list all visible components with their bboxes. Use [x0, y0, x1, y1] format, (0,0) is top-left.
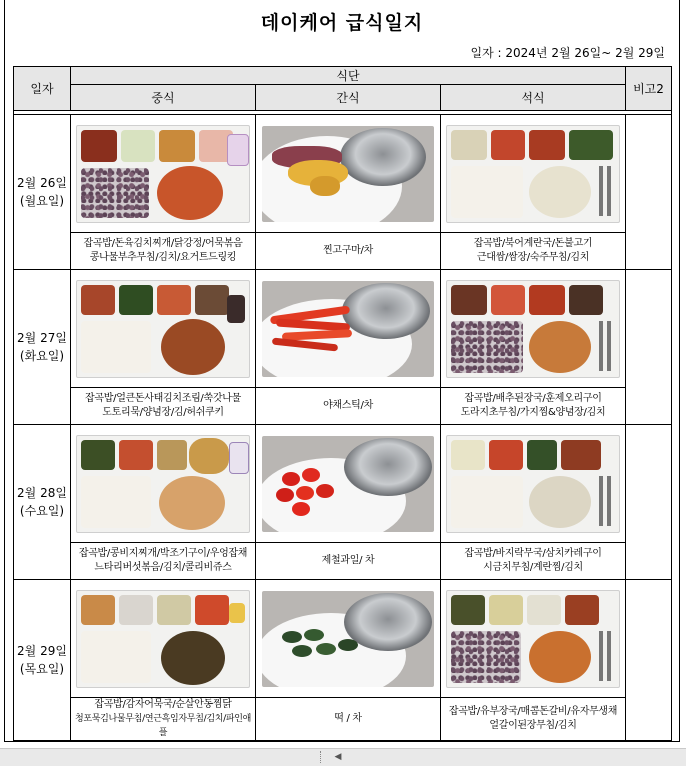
- lunch-photo-cell: [71, 270, 256, 388]
- header-snack: 간식: [256, 85, 441, 111]
- snack-plate-photo: [262, 436, 434, 532]
- lunch-photo-cell: [71, 115, 256, 233]
- dinner-photo-cell: [441, 270, 626, 388]
- note-cell: [626, 425, 672, 580]
- snack-plate-photo: [262, 591, 434, 687]
- menu-line: 잡곡밥/감자어묵국/순살안동찜닭: [94, 699, 232, 710]
- day-date: 2월 27일: [17, 331, 67, 345]
- day-date: 2월 28일: [17, 486, 67, 500]
- menu-line: 찐고구마/차: [323, 245, 373, 256]
- day-cell: [14, 115, 71, 270]
- snack-photo-cell: [256, 580, 441, 698]
- lunch-menu: [71, 233, 256, 270]
- lunch-menu: [71, 543, 256, 580]
- menu-line: 잡곡밥/유부장국/매콤돈갈비/유자무생채: [448, 706, 618, 717]
- note-cell: [626, 115, 672, 270]
- menu-line: 잡곡밥/바지락무국/삼치카레구이: [464, 548, 602, 559]
- dinner-menu: [441, 233, 626, 270]
- note-cell: [626, 580, 672, 741]
- table-row: [14, 270, 672, 388]
- snack-photo-cell: [256, 115, 441, 233]
- snack-menu: [256, 543, 441, 580]
- menu-line: 잡곡밥/배추된장국/훈제오리구이: [464, 393, 602, 404]
- lunch-tray-photo: [76, 125, 250, 223]
- lunch-photo-cell: [71, 425, 256, 543]
- day-weekday: (수요일): [19, 504, 65, 518]
- scroll-left-icon[interactable]: ◀: [334, 752, 342, 762]
- scroll-divider: [320, 751, 323, 763]
- day-cell: [14, 580, 71, 741]
- snack-photo-cell: [256, 425, 441, 543]
- date-range: 일자 : 2024년 2월 26일~ 2월 29일: [470, 46, 665, 60]
- dinner-menu: [441, 698, 626, 741]
- day-weekday: (화요일): [19, 349, 65, 363]
- header-note: 비고2: [626, 67, 672, 111]
- snack-menu: [256, 698, 441, 741]
- table-row: [14, 580, 672, 698]
- table-row: [14, 115, 672, 233]
- menu-line: 떡 / 차: [334, 713, 362, 724]
- dinner-photo-cell: [441, 425, 626, 543]
- dinner-tray-photo: [446, 125, 620, 223]
- menu-line: 근대쌈/쌈장/숙주무침/김치: [476, 252, 590, 263]
- snack-menu: [256, 233, 441, 270]
- menu-line: 잡곡밥/돈육김치찌개/닭강정/어묵볶음: [83, 238, 243, 249]
- day-date: 2월 29일: [17, 644, 67, 658]
- header-date: 일자: [14, 67, 71, 111]
- snack-plate-photo: [262, 281, 434, 377]
- day-cell: [14, 270, 71, 425]
- snack-plate-photo: [262, 126, 434, 222]
- header-meal: 식단: [71, 67, 626, 85]
- meal-log-document: [4, 0, 680, 742]
- lunch-menu: [71, 388, 256, 425]
- day-weekday: (목요일): [19, 662, 65, 676]
- menu-line: 야채스틱/차: [323, 400, 373, 411]
- table-row: [14, 425, 672, 543]
- horizontal-scrollbar[interactable]: [0, 748, 686, 766]
- snack-photo-cell: [256, 270, 441, 388]
- menu-line: 제철과일/ 차: [321, 555, 375, 566]
- menu-line: 콩나물부추무침/김치/요거트드링킹: [89, 252, 237, 263]
- lunch-tray-photo: [76, 280, 250, 378]
- dinner-tray-photo: [446, 280, 620, 378]
- lunch-photo-cell: [71, 580, 256, 698]
- menu-line: 잡곡밥/얼큰돈사태김치조림/쑥갓나물: [85, 393, 241, 404]
- lunch-tray-photo: [76, 590, 250, 688]
- dinner-menu: [441, 543, 626, 580]
- header-dinner: 석식: [441, 85, 626, 111]
- snack-menu: [256, 388, 441, 425]
- menu-line: 도토리묵/양념장/김/허쉬쿠키: [102, 407, 224, 418]
- day-weekday: (월요일): [19, 194, 65, 208]
- dinner-photo-cell: [441, 115, 626, 233]
- menu-line: 도라지초무침/가지찜&양념장/김치: [460, 407, 606, 418]
- menu-line: 잡곡밥/북어계란국/돈불고기: [473, 238, 593, 249]
- menu-line: 청포묵김나물무침/연근흑임자무침/김치/파인애플: [74, 714, 252, 738]
- document-title: 데이케어 급식일지: [260, 12, 424, 34]
- dinner-tray-photo: [446, 590, 620, 688]
- menu-line: 얼갈이된장무침/김치: [489, 720, 577, 731]
- menu-line: 시금치무침/계란찜/김치: [483, 562, 583, 573]
- day-date: 2월 26일: [17, 176, 67, 190]
- header-lunch: 중식: [71, 85, 256, 111]
- menu-line: 잡곡밥/콩비지찌개/박조기구이/우엉잡채: [78, 548, 248, 559]
- lunch-tray-photo: [76, 435, 250, 533]
- meal-log-table: [13, 66, 672, 741]
- day-cell: [14, 425, 71, 580]
- menu-line: 느타리버섯볶음/김치/콜리비쥬스: [94, 562, 232, 573]
- dinner-photo-cell: [441, 580, 626, 698]
- note-cell: [626, 270, 672, 425]
- dinner-tray-photo: [446, 435, 620, 533]
- dinner-menu: [441, 388, 626, 425]
- lunch-menu: [71, 698, 256, 741]
